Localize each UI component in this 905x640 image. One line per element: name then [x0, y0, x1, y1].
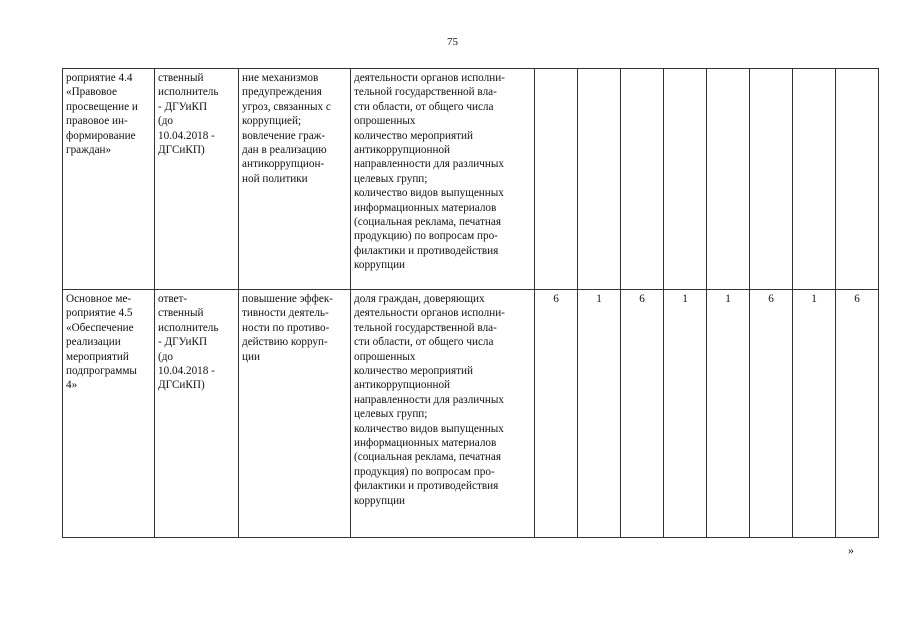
- table-row: [63, 69, 879, 290]
- value-cell: 1: [707, 290, 750, 538]
- value-cell: [664, 69, 707, 290]
- value-cell: [750, 69, 793, 290]
- responsible-cell: ответ- ственный исполнитель - ДГУиКП (до 10.04.2018 - ДГСиКП): [155, 290, 239, 538]
- value-cell: 6: [535, 290, 578, 538]
- value-cell: 1: [664, 290, 707, 538]
- indicators-cell: деятельности органов исполни- тельной государственной вла- сти области, от общего числа опрошенных количество мероприятий антикоррупционной направленности для различных целевых групп; количество видов выпущенных информационных материалов (социальная реклама, печатная продукцию) по вопросам про- филактики и противодействия коррупции: [351, 69, 535, 290]
- indicators-cell: доля граждан, доверяющих деятельности органов исполни- тельной государственной вла- сти области, от общего числа опрошенных количество мероприятий антикоррупционной направленности для различных целевых групп; количество видов выпущенных информационных материалов (социальная реклама, печатная продукция) по вопросам про- филактики и противодействия коррупции: [351, 290, 535, 538]
- value-cell: 1: [578, 290, 621, 538]
- table-row: [63, 290, 879, 538]
- continuation-mark: »: [848, 543, 854, 557]
- event-cell: Основное ме- роприятие 4.5 «Обеспечение реализации мероприятий подпрограммы 4»: [63, 290, 155, 538]
- value-cell: 6: [836, 290, 879, 538]
- value-cell: 6: [621, 290, 664, 538]
- result-cell: ние механизмов предупреждения угроз, связанных с коррупцией; вовлечение граж- дан в реализацию антикоррупцион- ной политики: [239, 69, 351, 290]
- value-cell: 1: [793, 290, 836, 538]
- responsible-cell: ственный исполнитель - ДГУиКП (до 10.04.2018 - ДГСиКП): [155, 69, 239, 290]
- result-cell: повышение эффек- тивности деятель- ности по противо- действию корруп- ции: [239, 290, 351, 538]
- program-table: [62, 68, 879, 538]
- value-cell: [578, 69, 621, 290]
- value-cell: [793, 69, 836, 290]
- value-cell: [707, 69, 750, 290]
- event-cell: роприятие 4.4 «Правовое просвещение и правовое ин- формирование граждан»: [63, 69, 155, 290]
- value-cell: [836, 69, 879, 290]
- value-cell: 6: [750, 290, 793, 538]
- value-cell: [621, 69, 664, 290]
- value-cell: [535, 69, 578, 290]
- page-number: 75: [447, 36, 458, 48]
